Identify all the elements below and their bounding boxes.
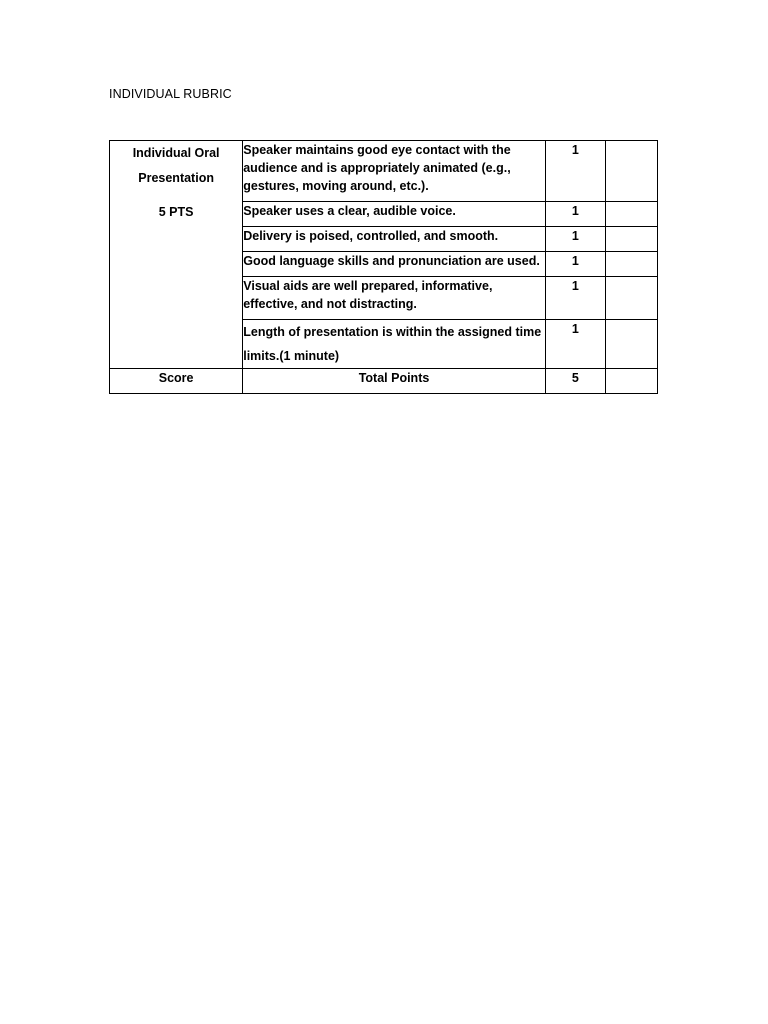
criterion-points: 1	[545, 202, 605, 227]
criterion-score-cell[interactable]	[605, 252, 657, 277]
score-label: Score	[110, 369, 243, 394]
criterion-score-cell[interactable]	[605, 227, 657, 252]
criterion-description: Visual aids are well prepared, informative, effective, and not distracting.	[243, 277, 546, 320]
criterion-score-cell[interactable]	[605, 277, 657, 320]
criterion-points: 1	[545, 227, 605, 252]
criterion-description: Speaker maintains good eye contact with the audience and is appropriately animated (e.g., gestures, moving around, etc.).	[243, 141, 546, 202]
criterion-score-cell[interactable]	[605, 320, 657, 369]
category-name-line2: Presentation	[138, 171, 214, 185]
criterion-points: 1	[545, 252, 605, 277]
criterion-score-cell[interactable]	[605, 202, 657, 227]
category-points: 5 PTS	[158, 205, 194, 219]
total-row	[110, 369, 658, 394]
table-row	[110, 141, 658, 202]
category-cell	[110, 141, 243, 369]
criterion-description: Delivery is poised, controlled, and smooth.	[243, 227, 546, 252]
criterion-description: Speaker uses a clear, audible voice.	[243, 202, 546, 227]
criterion-description: Good language skills and pronunciation are used.	[243, 252, 546, 277]
total-points-value: 5	[545, 369, 605, 394]
rubric-table	[109, 140, 658, 394]
criterion-points: 1	[545, 277, 605, 320]
document-title: INDIVIDUAL RUBRIC	[109, 87, 232, 101]
category-name-line1: Individual Oral	[132, 146, 220, 160]
total-score-cell[interactable]	[605, 369, 657, 394]
criterion-score-cell[interactable]	[605, 141, 657, 202]
criterion-description: Length of presentation is within the assigned time limits.(1 minute)	[243, 320, 546, 369]
total-points-label: Total Points	[243, 369, 546, 394]
criterion-points: 1	[545, 320, 605, 369]
criterion-points: 1	[545, 141, 605, 202]
